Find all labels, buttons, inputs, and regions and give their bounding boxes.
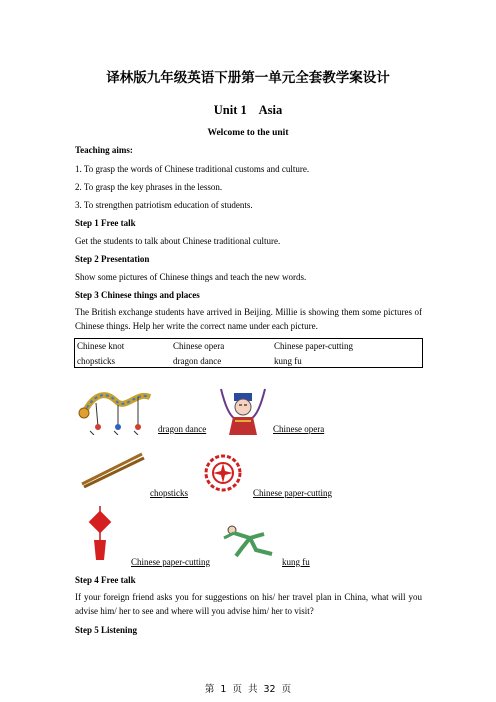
step4-title: Step 4 Free talk: [75, 575, 136, 585]
dragon-dance-picture: [76, 383, 156, 435]
step1-text: Get the students to talk about Chinese traditional culture.: [75, 236, 281, 246]
step5-title: Step 5 Listening: [75, 625, 138, 635]
step1-title: Step 1 Free talk: [75, 218, 136, 228]
paper-cutting-picture: [203, 453, 243, 493]
aim-item-3: 3. To strengthen patriotism education of students.: [75, 200, 253, 210]
kung-fu-caption: kung fu: [282, 557, 310, 567]
word-box-item: Chinese paper-cutting: [274, 341, 354, 351]
word-box-item: kung fu: [274, 356, 302, 366]
unit-heading: Unit 1 Asia: [213, 103, 283, 117]
chinese-opera-picture: [215, 385, 271, 435]
chinese-opera-caption: Chinese opera: [273, 424, 325, 434]
aim-item-2: 2. To grasp the key phrases in the lesson.: [75, 182, 223, 192]
chopsticks-caption: chopsticks: [150, 488, 188, 498]
document-title: 译林版九年级英语下册第一单元全套教学案设计: [106, 70, 390, 86]
chinese-knot-picture: [86, 506, 114, 564]
paper-cutting-caption: Chinese paper-cutting: [253, 488, 333, 498]
word-box-item: chopsticks: [77, 356, 115, 366]
step4-text: If your foreign friend asks you for suggestions on his/ her travel plan in China, what will you advise him/ her to see and where will you advise him/ her to visit?: [75, 592, 422, 616]
step3-title: Step 3 Chinese things and places: [75, 290, 200, 300]
dragon-dance-caption: dragon dance: [158, 424, 207, 434]
kung-fu-picture: [220, 520, 278, 560]
word-box-item: Chinese opera: [173, 341, 225, 351]
step2-text: Show some pictures of Chinese things and teach the new words.: [75, 272, 307, 282]
word-box: [74, 338, 423, 368]
page-footer: 第 1 页 共 32 页: [204, 684, 292, 695]
section-heading: Welcome to the unit: [207, 128, 289, 138]
word-box-item: dragon dance: [173, 356, 222, 366]
chinese-knot-caption: Chinese paper-cutting: [131, 557, 211, 567]
chopsticks-picture: [78, 450, 146, 488]
teaching-aims-label: Teaching aims:: [75, 145, 133, 155]
aim-item-1: 1. To grasp the words of Chinese traditional customs and culture.: [75, 164, 310, 174]
step3-text: The British exchange students have arrived in Beijing. Millie is showing them some pictures of Chinese things. Help her write the correct name under each picture.: [75, 307, 422, 331]
word-box-item: Chinese knot: [77, 341, 125, 351]
step2-title: Step 2 Presentation: [75, 254, 150, 264]
